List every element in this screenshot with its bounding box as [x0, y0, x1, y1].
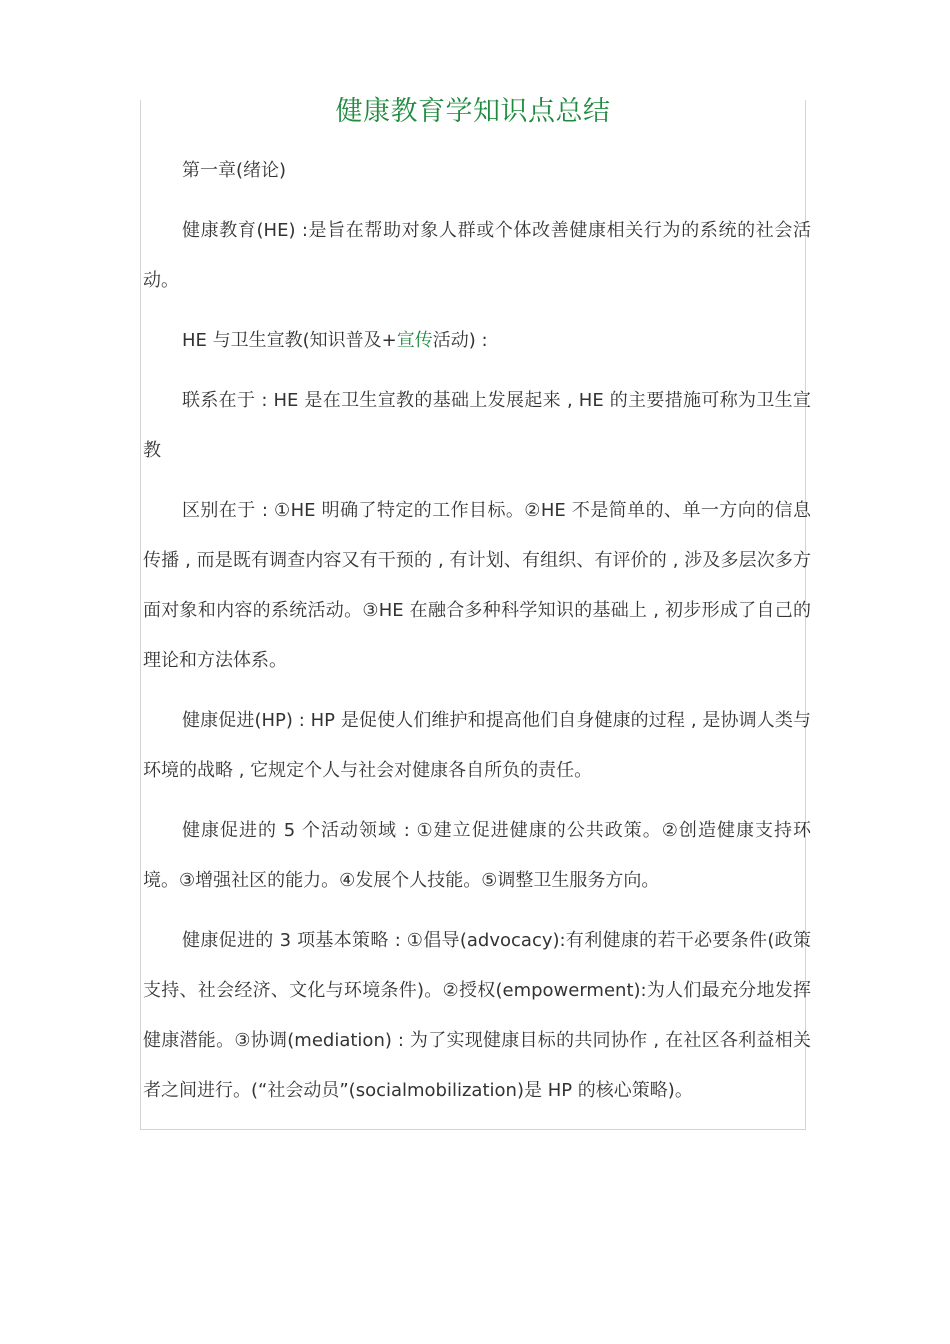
paragraph-hp-strategies: 健康促进的 3 项基本策略 : ①倡导(advocacy):有利健康的若干必要条件(政策支持、社会经济、文化与环境条件)。②授权(empowerment):为人们最充分地发挥健康潜能。③协调(mediation) : 为了实现健康目标的共同协作 , 在社区各利益相关者之间进行。(“社会动员”(socialmobilization)是 HP 的核心策略)。 — [143, 930, 811, 1101]
paragraph-hp-definition: 健康促进(HP) : HP 是促使人们维护和提高他们自身健康的过程 , 是协调人类与环境的战略 , 它规定个人与社会对健康各自所负的责任。 — [143, 710, 811, 781]
paragraph-difference: 区别在于 : ①HE 明确了特定的工作目标。②HE 不是简单的、单一方向的信息传播 , 而是既有调查内容又有干预的 , 有计划、有组织、有评价的 , 涉及多层次多方面对象和内容的系统活动。③HE 在融合多种科学知识的基础上 , 初步形成了自己的理论和方法体系。 — [143, 500, 811, 671]
document-body — [143, 146, 811, 1126]
paragraph-he-vs-propaganda — [143, 316, 811, 366]
paragraph-he-definition: 健康教育(HE) :是旨在帮助对象人群或个体改善健康相关行为的系统的社会活动。 — [143, 220, 811, 291]
document-title: 健康教育学知识点总结 — [335, 96, 611, 127]
chapter-heading: 第一章(绪论) — [182, 160, 287, 181]
paragraph-relation: 联系在于 : HE 是在卫生宣教的基础上发展起来 , HE 的主要措施可称为卫生宣教 — [143, 390, 811, 461]
paragraph-hp-areas: 健康促进的 5 个活动领域 : ①建立促进健康的公共政策。②创造健康支持环境。③增强社区的能力。④发展个人技能。⑤调整卫生服务方向。 — [143, 820, 811, 891]
he-vs-text-start: HE 与卫生宣教(知识普及+ — [182, 330, 397, 351]
propaganda-link[interactable]: 宣传 — [396, 330, 433, 351]
he-vs-text-end: 活动) : — [432, 330, 488, 351]
